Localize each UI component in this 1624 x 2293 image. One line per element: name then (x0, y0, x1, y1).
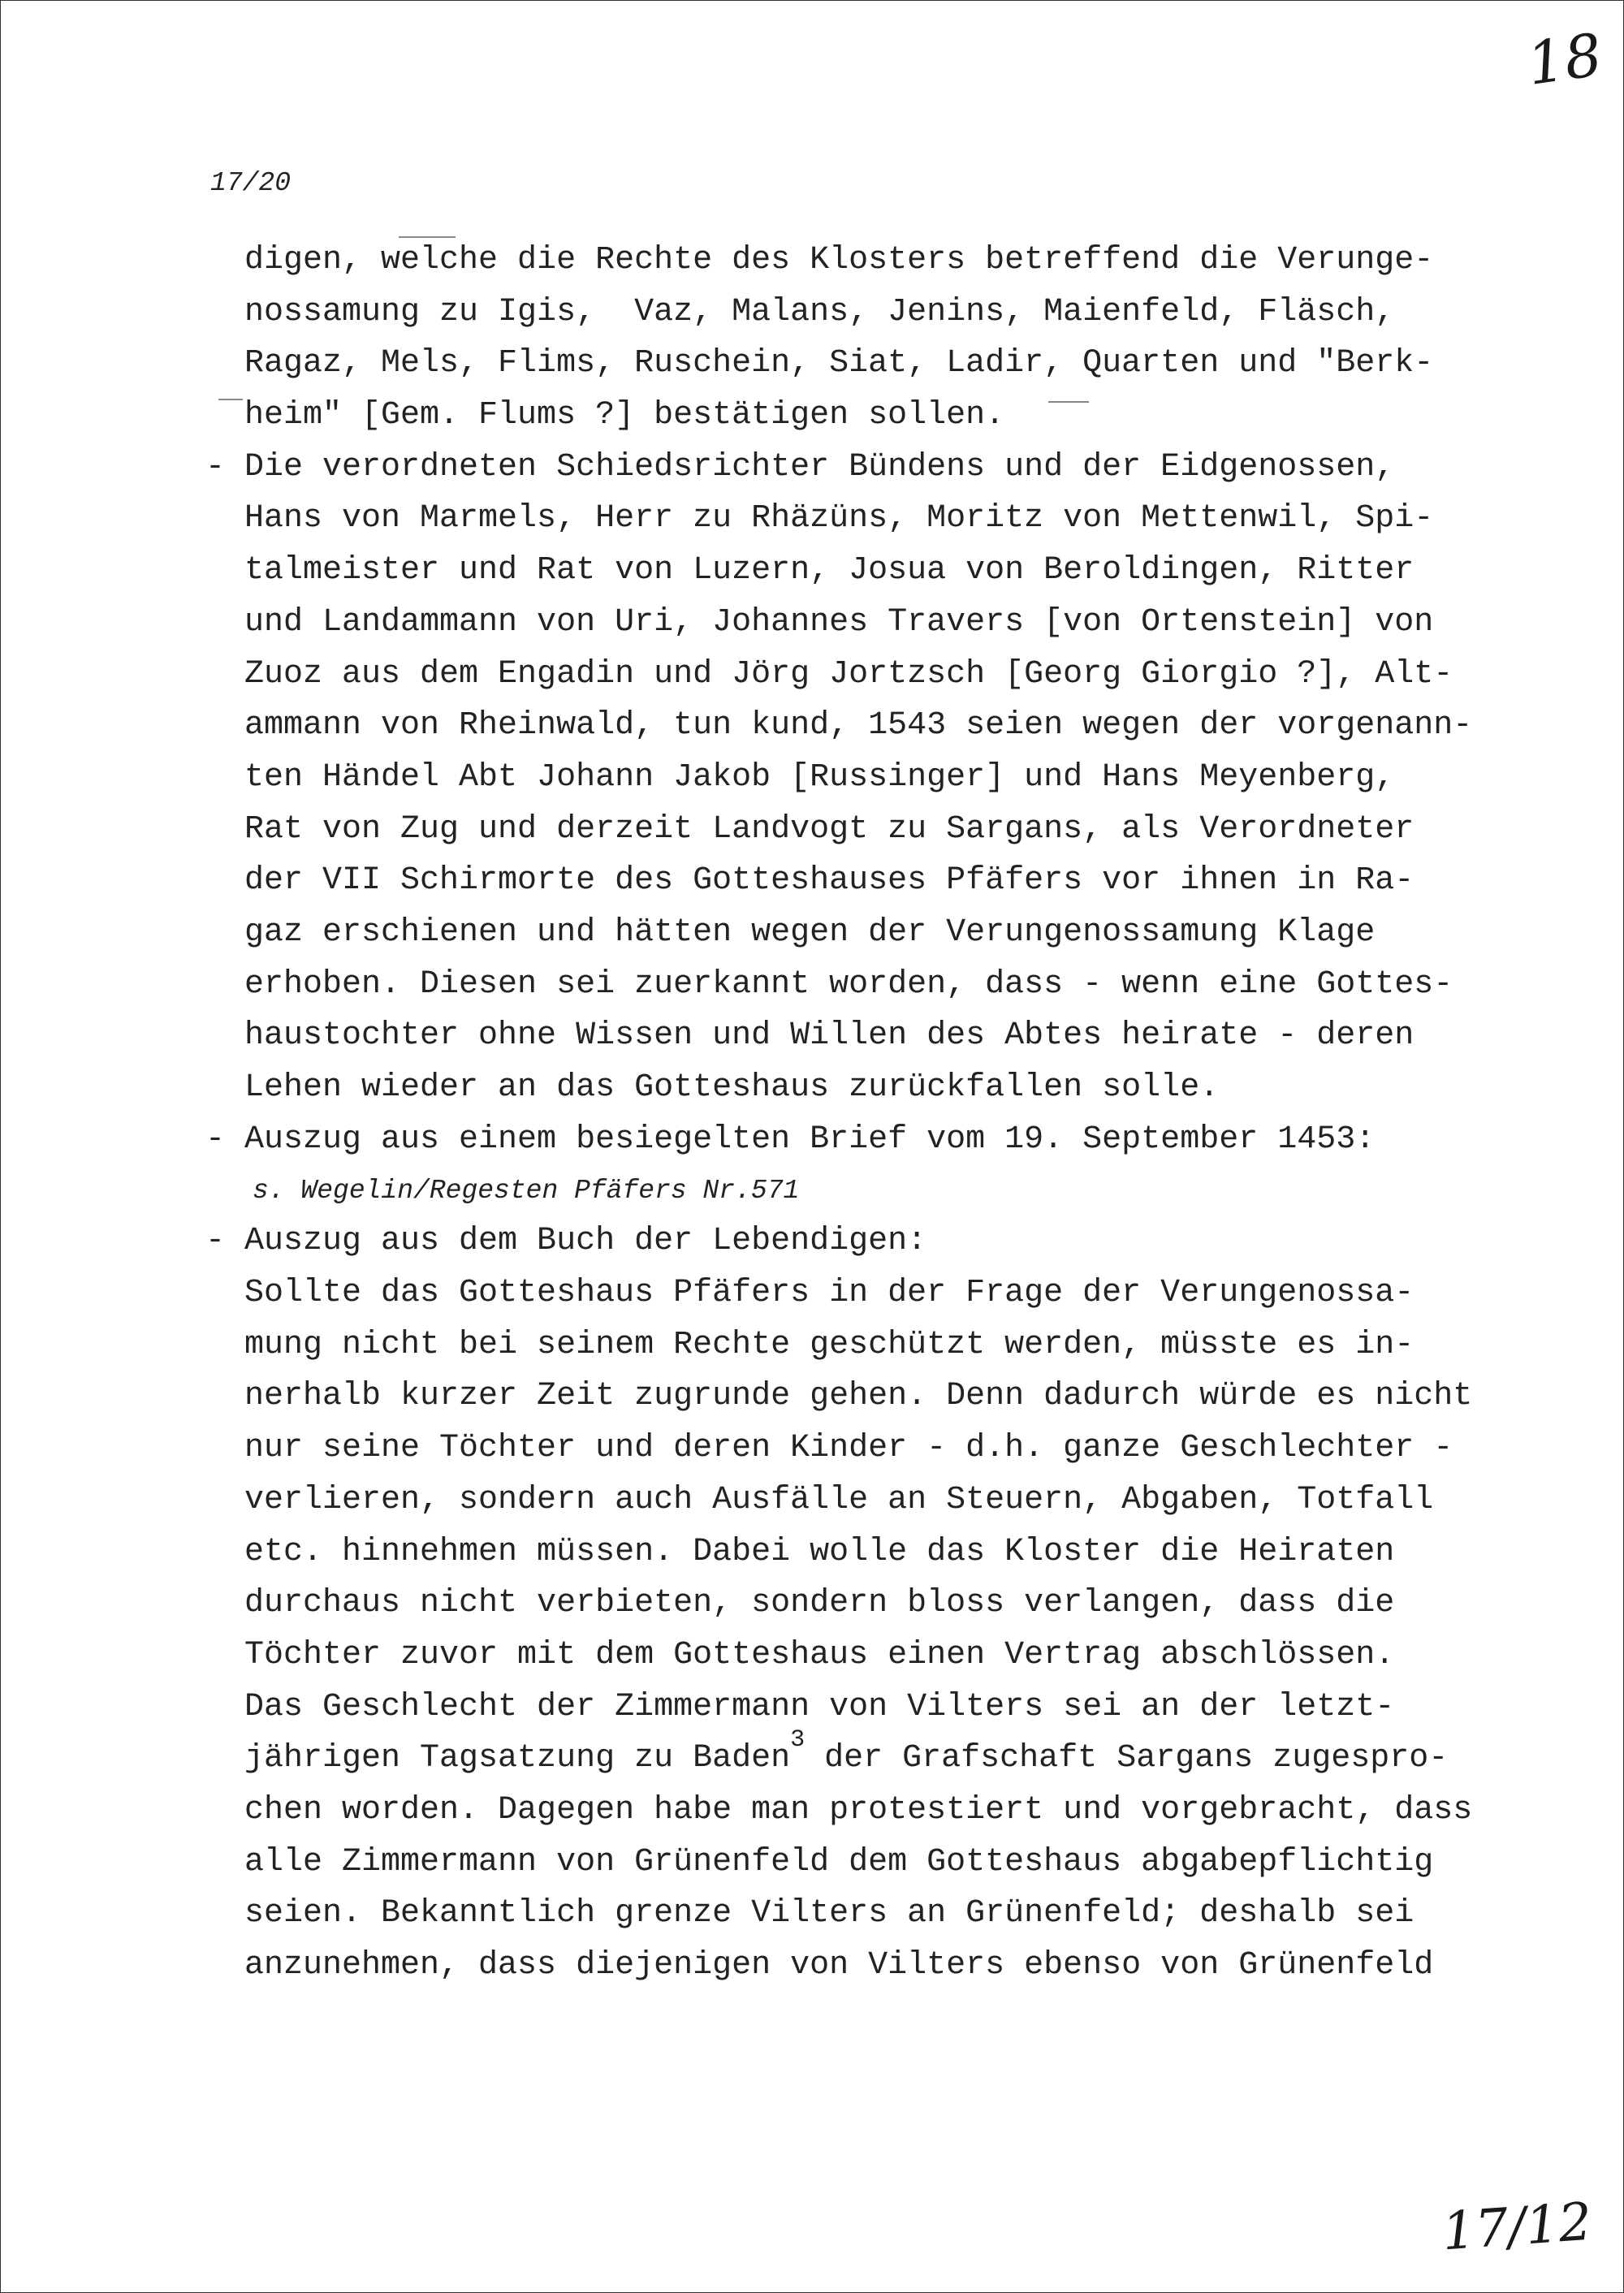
text-line: verlieren, sondern auch Ausfälle an Steuern, Abgaben, Totfall (244, 1481, 1434, 1518)
footnote-line-before: jährigen Tagsatzung zu Baden (244, 1740, 791, 1777)
text-line: nur seine Töchter und deren Kinder - d.h. ganze Geschlechter - (244, 1430, 1453, 1467)
text-line: heim" [Gem. Flums ?] bestätigen sollen. (244, 397, 1005, 434)
text-line: Sollte das Gotteshaus Pfäfers in der Frage der Verungenossa- (244, 1275, 1415, 1312)
text-line: mung nicht bei seinem Rechte geschützt werden, müsste es in- (244, 1326, 1415, 1363)
page-reference: 17/20 (210, 168, 292, 198)
text-line: Rat von Zug und derzeit Landvogt zu Sargans, als Verordneter (244, 810, 1415, 848)
footnote-marker: 3 (790, 1726, 806, 1755)
archive-page-number: 18 (1522, 20, 1607, 98)
text-line: digen, welche die Rechte des Klosters betreffend die Verunge- (244, 242, 1434, 279)
text-line-with-footnote (1, 1726, 1624, 1785)
text-line: nossamung zu Igis, Vaz, Malans, Jenins, Maienfeld, Fläsch, (244, 293, 1395, 330)
body-text (1, 235, 1624, 1992)
text-line: erhoben. Diesen sei zuerkannt worden, dass - wenn eine Gottes- (244, 965, 1453, 1003)
text-line: chen worden. Dagegen habe man protestiert und vorgebracht, dass (244, 1791, 1473, 1829)
text-line: ten Händel Abt Johann Jakob [Russinger] und Hans Meyenberg, (244, 758, 1395, 796)
text-line: etc. hinnehmen müssen. Dabei wolle das Kloster die Heiraten (244, 1533, 1395, 1570)
text-line: Töchter zuvor mit dem Gotteshaus einen Vertrag abschlössen. (244, 1636, 1395, 1673)
text-line: durchaus nicht verbieten, sondern bloss verlangen, dass die (244, 1585, 1395, 1622)
text-line: anzunehmen, dass diejenigen von Vilters ebenso von Grünenfeld (244, 1947, 1434, 1984)
text-line: haustochter ohne Wissen und Willen des Abtes heirate - deren (244, 1017, 1415, 1055)
text-line: der VII Schirmorte des Gotteshauses Pfäfers vor ihnen in Ra- (244, 862, 1415, 900)
text-line: gaz erschienen und hätten wegen der Verungenossamung Klage (244, 913, 1376, 951)
handwritten-footer-mark: 17/12 (1440, 2192, 1594, 2263)
text-line: ammann von Rheinwald, tun kund, 1543 seien wegen der vorgenann- (244, 707, 1473, 745)
text-line: seien. Bekanntlich grenze Vilters an Grünenfeld; deshalb sei (244, 1895, 1415, 1932)
footnote-line-after: der Grafschaft Sargans zugespro- (805, 1740, 1449, 1777)
text-line: alle Zimmermann von Grünenfeld dem Gotteshaus abgabepflichtig (244, 1843, 1434, 1881)
list-item-dash: - Auszug aus einem besiegelten Brief vom 19. September 1453: (205, 1121, 1376, 1158)
text-line: nerhalb kurzer Zeit zugrunde gehen. Denn dadurch würde es nicht (244, 1378, 1473, 1415)
text-line: Hans von Marmels, Herr zu Rhäzüns, Moritz von Mettenwil, Spi- (244, 500, 1434, 538)
text-line: Zuoz aus dem Engadin und Jörg Jortzsch [Georg Giorgio ?], Alt- (244, 655, 1453, 693)
text-line: talmeister und Rat von Luzern, Josua von Beroldingen, Ritter (244, 552, 1415, 589)
source-reference: s. Wegelin/Regesten Pfäfers Nr.571 (253, 1176, 800, 1207)
text-line: Lehen wieder an das Gotteshaus zurückfallen solle. (244, 1069, 1220, 1106)
list-item-dash: - Die verordneten Schiedsrichter Bündens und der Eidgenossen, (205, 448, 1395, 486)
text-line: und Landammann von Uri, Johannes Travers [von Ortenstein] von (244, 603, 1434, 641)
text-line: Ragaz, Mels, Flims, Ruschein, Siat, Ladir, Quarten und "Berk- (244, 345, 1434, 382)
text-line: Das Geschlecht der Zimmermann von Vilters sei an der letzt- (244, 1688, 1395, 1725)
list-item-dash: - Auszug aus dem Buch der Lebendigen: (205, 1223, 927, 1260)
